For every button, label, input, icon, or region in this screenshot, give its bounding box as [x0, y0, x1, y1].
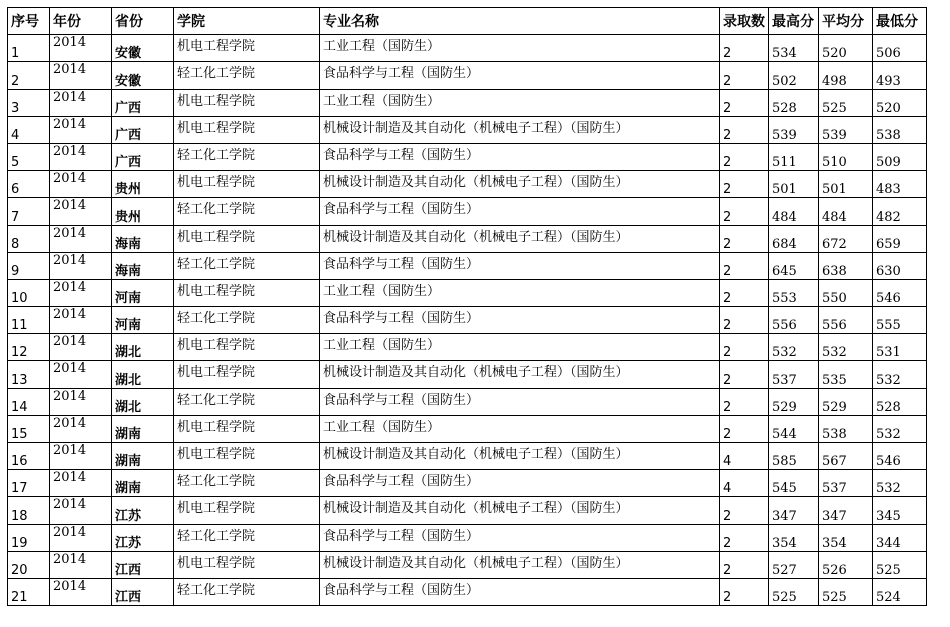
- cell-province: 广西: [112, 143, 174, 170]
- cell-serial-no: 15: [8, 415, 50, 442]
- cell-min-score: 344: [873, 524, 927, 551]
- table-row: [8, 578, 927, 605]
- cell-avg-score: 484: [819, 198, 873, 225]
- cell-province: 湖南: [112, 443, 174, 470]
- cell-admitted-count: 2: [720, 388, 769, 415]
- cell-province: 广西: [112, 89, 174, 116]
- cell-school: 机电工程学院: [174, 279, 320, 306]
- table-row: [8, 334, 927, 361]
- cell-max-score: 511: [769, 143, 819, 170]
- cell-year: 2014: [50, 361, 112, 388]
- cell-year: 2014: [50, 35, 112, 62]
- cell-min-score: 482: [873, 198, 927, 225]
- cell-admitted-count: 2: [720, 497, 769, 524]
- cell-province: 河南: [112, 279, 174, 306]
- cell-avg-score: 550: [819, 279, 873, 306]
- table-row: [8, 116, 927, 143]
- table-row: [8, 361, 927, 388]
- table-row: [8, 171, 927, 198]
- cell-province: 安徽: [112, 62, 174, 89]
- cell-admitted-count: 2: [720, 143, 769, 170]
- table-row: [8, 307, 927, 334]
- cell-school: 轻工化工学院: [174, 198, 320, 225]
- table-row: [8, 143, 927, 170]
- cell-admitted-count: 2: [720, 35, 769, 62]
- table-body: [8, 35, 927, 606]
- cell-avg-score: 556: [819, 307, 873, 334]
- cell-admitted-count: 2: [720, 415, 769, 442]
- table-row: [8, 279, 927, 306]
- cell-avg-score: 526: [819, 551, 873, 578]
- cell-min-score: 528: [873, 388, 927, 415]
- cell-year: 2014: [50, 89, 112, 116]
- cell-school: 机电工程学院: [174, 497, 320, 524]
- cell-province: 广西: [112, 116, 174, 143]
- cell-avg-score: 510: [819, 143, 873, 170]
- cell-province: 海南: [112, 252, 174, 279]
- cell-school: 轻工化工学院: [174, 252, 320, 279]
- cell-serial-no: 3: [8, 89, 50, 116]
- cell-max-score: 501: [769, 171, 819, 198]
- cell-avg-score: 672: [819, 225, 873, 252]
- cell-serial-no: 5: [8, 143, 50, 170]
- cell-avg-score: 638: [819, 252, 873, 279]
- cell-major: 机械设计制造及其自动化（机械电子工程）（国防生）: [320, 551, 720, 578]
- cell-year: 2014: [50, 497, 112, 524]
- cell-min-score: 509: [873, 143, 927, 170]
- cell-major: 食品科学与工程（国防生）: [320, 578, 720, 605]
- cell-major: 食品科学与工程（国防生）: [320, 252, 720, 279]
- table-row: [8, 225, 927, 252]
- admission-scores-table: [7, 7, 927, 606]
- cell-school: 机电工程学院: [174, 443, 320, 470]
- cell-max-score: 502: [769, 62, 819, 89]
- cell-min-score: 630: [873, 252, 927, 279]
- header-school: 学院: [174, 8, 320, 35]
- cell-serial-no: 8: [8, 225, 50, 252]
- cell-serial-no: 17: [8, 470, 50, 497]
- table-row: [8, 35, 927, 62]
- cell-admitted-count: 2: [720, 334, 769, 361]
- cell-avg-score: 354: [819, 524, 873, 551]
- cell-max-score: 585: [769, 443, 819, 470]
- cell-serial-no: 14: [8, 388, 50, 415]
- cell-min-score: 555: [873, 307, 927, 334]
- cell-min-score: 506: [873, 35, 927, 62]
- cell-serial-no: 9: [8, 252, 50, 279]
- cell-major: 工业工程（国防生）: [320, 415, 720, 442]
- cell-province: 江苏: [112, 524, 174, 551]
- cell-school: 机电工程学院: [174, 551, 320, 578]
- cell-max-score: 354: [769, 524, 819, 551]
- cell-major: 工业工程（国防生）: [320, 89, 720, 116]
- cell-avg-score: 539: [819, 116, 873, 143]
- cell-admitted-count: 2: [720, 578, 769, 605]
- cell-max-score: 539: [769, 116, 819, 143]
- cell-admitted-count: 2: [720, 551, 769, 578]
- cell-major: 食品科学与工程（国防生）: [320, 307, 720, 334]
- cell-max-score: 545: [769, 470, 819, 497]
- cell-avg-score: 498: [819, 62, 873, 89]
- cell-province: 湖北: [112, 361, 174, 388]
- cell-school: 轻工化工学院: [174, 578, 320, 605]
- cell-year: 2014: [50, 62, 112, 89]
- cell-province: 河南: [112, 307, 174, 334]
- header-min-score: 最低分: [873, 8, 927, 35]
- cell-max-score: 684: [769, 225, 819, 252]
- cell-major: 机械设计制造及其自动化（机械电子工程）（国防生）: [320, 116, 720, 143]
- cell-max-score: 553: [769, 279, 819, 306]
- cell-admitted-count: 2: [720, 62, 769, 89]
- table-row: [8, 89, 927, 116]
- table-row: [8, 388, 927, 415]
- cell-year: 2014: [50, 388, 112, 415]
- cell-min-score: 538: [873, 116, 927, 143]
- cell-max-score: 544: [769, 415, 819, 442]
- cell-major: 食品科学与工程（国防生）: [320, 198, 720, 225]
- cell-min-score: 546: [873, 279, 927, 306]
- header-year: 年份: [50, 8, 112, 35]
- cell-year: 2014: [50, 198, 112, 225]
- header-province: 省份: [112, 8, 174, 35]
- header-admitted-count: 录取数: [720, 8, 769, 35]
- cell-serial-no: 19: [8, 524, 50, 551]
- cell-major: 工业工程（国防生）: [320, 279, 720, 306]
- cell-min-score: 525: [873, 551, 927, 578]
- cell-min-score: 524: [873, 578, 927, 605]
- cell-max-score: 645: [769, 252, 819, 279]
- cell-admitted-count: 2: [720, 89, 769, 116]
- cell-province: 湖北: [112, 388, 174, 415]
- cell-major: 食品科学与工程（国防生）: [320, 470, 720, 497]
- cell-avg-score: 532: [819, 334, 873, 361]
- cell-school: 机电工程学院: [174, 116, 320, 143]
- cell-year: 2014: [50, 252, 112, 279]
- cell-admitted-count: 2: [720, 252, 769, 279]
- cell-major: 机械设计制造及其自动化（机械电子工程）（国防生）: [320, 443, 720, 470]
- cell-avg-score: 347: [819, 497, 873, 524]
- cell-serial-no: 11: [8, 307, 50, 334]
- cell-school: 机电工程学院: [174, 415, 320, 442]
- cell-province: 湖南: [112, 415, 174, 442]
- cell-avg-score: 538: [819, 415, 873, 442]
- cell-school: 机电工程学院: [174, 361, 320, 388]
- cell-major: 机械设计制造及其自动化（机械电子工程）（国防生）: [320, 497, 720, 524]
- cell-max-score: 556: [769, 307, 819, 334]
- cell-min-score: 483: [873, 171, 927, 198]
- cell-province: 安徽: [112, 35, 174, 62]
- header-row: [8, 8, 927, 35]
- table-row: [8, 415, 927, 442]
- cell-admitted-count: 4: [720, 443, 769, 470]
- cell-avg-score: 520: [819, 35, 873, 62]
- cell-max-score: 484: [769, 198, 819, 225]
- cell-admitted-count: 2: [720, 279, 769, 306]
- cell-admitted-count: 4: [720, 470, 769, 497]
- cell-avg-score: 525: [819, 89, 873, 116]
- cell-serial-no: 10: [8, 279, 50, 306]
- cell-major: 工业工程（国防生）: [320, 334, 720, 361]
- cell-province: 贵州: [112, 171, 174, 198]
- table-row: [8, 551, 927, 578]
- cell-school: 机电工程学院: [174, 334, 320, 361]
- cell-province: 江西: [112, 551, 174, 578]
- cell-year: 2014: [50, 524, 112, 551]
- cell-school: 机电工程学院: [174, 171, 320, 198]
- cell-avg-score: 535: [819, 361, 873, 388]
- table-row: [8, 252, 927, 279]
- cell-year: 2014: [50, 225, 112, 252]
- cell-school: 机电工程学院: [174, 35, 320, 62]
- cell-year: 2014: [50, 279, 112, 306]
- table-row: [8, 62, 927, 89]
- cell-admitted-count: 2: [720, 361, 769, 388]
- cell-avg-score: 537: [819, 470, 873, 497]
- cell-avg-score: 501: [819, 171, 873, 198]
- cell-admitted-count: 2: [720, 116, 769, 143]
- cell-max-score: 537: [769, 361, 819, 388]
- cell-major: 食品科学与工程（国防生）: [320, 143, 720, 170]
- cell-max-score: 347: [769, 497, 819, 524]
- cell-major: 食品科学与工程（国防生）: [320, 62, 720, 89]
- cell-major: 工业工程（国防生）: [320, 35, 720, 62]
- cell-max-score: 527: [769, 551, 819, 578]
- cell-serial-no: 20: [8, 551, 50, 578]
- cell-year: 2014: [50, 143, 112, 170]
- cell-admitted-count: 2: [720, 225, 769, 252]
- table-row: [8, 524, 927, 551]
- table-row: [8, 198, 927, 225]
- cell-admitted-count: 2: [720, 171, 769, 198]
- cell-year: 2014: [50, 415, 112, 442]
- cell-min-score: 532: [873, 415, 927, 442]
- cell-serial-no: 7: [8, 198, 50, 225]
- cell-year: 2014: [50, 470, 112, 497]
- cell-year: 2014: [50, 578, 112, 605]
- cell-major: 食品科学与工程（国防生）: [320, 524, 720, 551]
- cell-min-score: 659: [873, 225, 927, 252]
- cell-year: 2014: [50, 551, 112, 578]
- cell-year: 2014: [50, 171, 112, 198]
- cell-major: 食品科学与工程（国防生）: [320, 388, 720, 415]
- cell-province: 海南: [112, 225, 174, 252]
- cell-school: 轻工化工学院: [174, 307, 320, 334]
- cell-major: 机械设计制造及其自动化（机械电子工程）（国防生）: [320, 171, 720, 198]
- cell-serial-no: 16: [8, 443, 50, 470]
- cell-school: 轻工化工学院: [174, 143, 320, 170]
- cell-avg-score: 525: [819, 578, 873, 605]
- cell-school: 轻工化工学院: [174, 524, 320, 551]
- cell-province: 湖北: [112, 334, 174, 361]
- table-row: [8, 443, 927, 470]
- header-avg-score: 平均分: [819, 8, 873, 35]
- cell-min-score: 345: [873, 497, 927, 524]
- cell-min-score: 531: [873, 334, 927, 361]
- cell-min-score: 546: [873, 443, 927, 470]
- cell-avg-score: 567: [819, 443, 873, 470]
- cell-serial-no: 13: [8, 361, 50, 388]
- cell-max-score: 529: [769, 388, 819, 415]
- cell-min-score: 493: [873, 62, 927, 89]
- cell-province: 贵州: [112, 198, 174, 225]
- cell-max-score: 525: [769, 578, 819, 605]
- cell-school: 轻工化工学院: [174, 470, 320, 497]
- cell-school: 轻工化工学院: [174, 62, 320, 89]
- cell-avg-score: 529: [819, 388, 873, 415]
- cell-major: 机械设计制造及其自动化（机械电子工程）（国防生）: [320, 361, 720, 388]
- cell-max-score: 532: [769, 334, 819, 361]
- header-max-score: 最高分: [769, 8, 819, 35]
- cell-year: 2014: [50, 116, 112, 143]
- cell-admitted-count: 2: [720, 307, 769, 334]
- cell-min-score: 532: [873, 470, 927, 497]
- cell-serial-no: 1: [8, 35, 50, 62]
- cell-province: 江西: [112, 578, 174, 605]
- cell-max-score: 534: [769, 35, 819, 62]
- cell-school: 机电工程学院: [174, 225, 320, 252]
- cell-year: 2014: [50, 334, 112, 361]
- cell-serial-no: 4: [8, 116, 50, 143]
- cell-school: 轻工化工学院: [174, 388, 320, 415]
- table-row: [8, 470, 927, 497]
- table-row: [8, 497, 927, 524]
- cell-admitted-count: 2: [720, 524, 769, 551]
- cell-province: 湖南: [112, 470, 174, 497]
- cell-serial-no: 12: [8, 334, 50, 361]
- cell-serial-no: 2: [8, 62, 50, 89]
- cell-province: 江苏: [112, 497, 174, 524]
- cell-year: 2014: [50, 307, 112, 334]
- header-major: 专业名称: [320, 8, 720, 35]
- header-serial-no: 序号: [8, 8, 50, 35]
- cell-serial-no: 21: [8, 578, 50, 605]
- cell-min-score: 520: [873, 89, 927, 116]
- cell-major: 机械设计制造及其自动化（机械电子工程）（国防生）: [320, 225, 720, 252]
- cell-max-score: 528: [769, 89, 819, 116]
- cell-year: 2014: [50, 443, 112, 470]
- cell-min-score: 532: [873, 361, 927, 388]
- cell-admitted-count: 2: [720, 198, 769, 225]
- cell-school: 机电工程学院: [174, 89, 320, 116]
- cell-serial-no: 6: [8, 171, 50, 198]
- cell-serial-no: 18: [8, 497, 50, 524]
